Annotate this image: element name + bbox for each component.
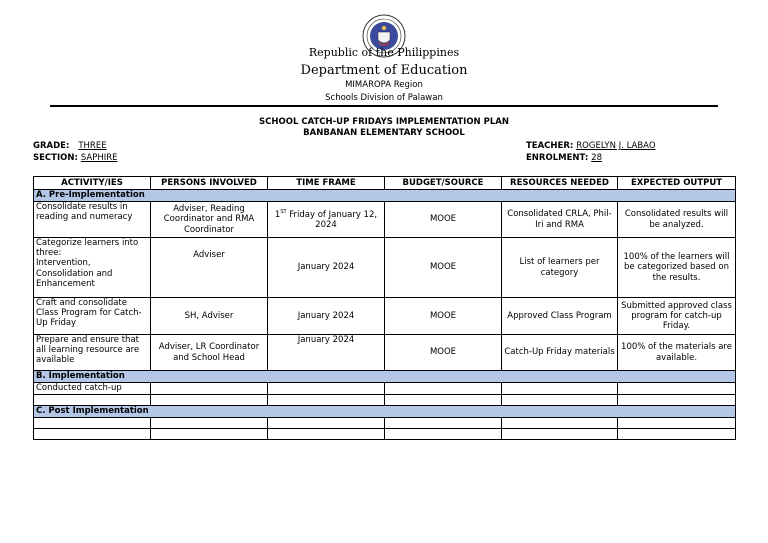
- cell-empty: [268, 418, 385, 429]
- col-header-output: EXPECTED OUTPUT: [618, 177, 736, 190]
- col-header-persons: PERSONS INVOLVED: [151, 177, 268, 190]
- implementation-table: [33, 176, 736, 440]
- cell-empty: [151, 383, 268, 395]
- table-row: [34, 383, 736, 395]
- cell-time: [268, 202, 385, 238]
- cell-empty: [268, 395, 385, 406]
- cell-persons: [151, 238, 268, 298]
- col-header-resources: RESOURCES NEEDED: [502, 177, 618, 190]
- grade-info: [33, 141, 117, 151]
- table-row: [34, 202, 736, 238]
- cell-budget: MOOE: [385, 238, 502, 298]
- cell-output: 100% of the learners will be categorized based on the results.: [618, 238, 736, 298]
- cell-time: January 2024: [268, 298, 385, 335]
- grade-label: GRADE:: [33, 141, 70, 151]
- division-line: Schools Division of Palawan: [325, 93, 443, 103]
- cell-empty: [151, 418, 268, 429]
- cell-empty: [618, 383, 736, 395]
- cell-empty: [385, 429, 502, 440]
- cell-activity: Conducted catch-up: [34, 383, 151, 395]
- header-divider: [50, 105, 718, 107]
- col-header-time: TIME FRAME: [268, 177, 385, 190]
- activity-line: Categorize learners into three:: [36, 238, 139, 259]
- cell-activity: Craft and consolidate Class Program for Catch-Up Friday: [34, 298, 151, 335]
- cell-output: Consolidated results will be analyzed.: [618, 202, 736, 238]
- section-row-post: [34, 406, 736, 418]
- cell-empty: [385, 395, 502, 406]
- grade-value: THREE: [78, 141, 107, 151]
- enrolment-info: [526, 153, 602, 163]
- activity-line: Enhancement: [36, 278, 95, 289]
- cell-budget: MOOE: [385, 298, 502, 335]
- cell-empty: [618, 418, 736, 429]
- cell-activity: Prepare and ensure that all learning resource are available: [34, 335, 151, 371]
- persons-text: Adviser: [193, 250, 225, 260]
- section-row-impl: [34, 371, 736, 383]
- section-row-pre: [34, 190, 736, 202]
- table-header-row: [34, 177, 736, 190]
- teacher-info: [526, 141, 656, 151]
- col-header-budget: BUDGET/SOURCE: [385, 177, 502, 190]
- table-row-empty: [34, 418, 736, 429]
- cell-output: Submitted approved class program for catch-up Friday.: [618, 298, 736, 335]
- time-day: 1: [274, 209, 281, 220]
- cell-resources: Catch-Up Friday materials: [502, 335, 618, 371]
- time-suffix: ST: [280, 208, 287, 215]
- plan-title: SCHOOL CATCH-UP FRIDAYS IMPLEMENTATION PLAN: [259, 117, 509, 127]
- cell-empty: [502, 395, 618, 406]
- cell-empty: [34, 429, 151, 440]
- section-label-pre: A. Pre-Implementation: [34, 190, 736, 202]
- cell-empty: [618, 429, 736, 440]
- cell-empty: [502, 418, 618, 429]
- section-label: SECTION:: [33, 153, 78, 163]
- cell-persons: Adviser, Reading Coordinator and RMA Coordinator: [151, 202, 268, 238]
- activity-line: Consolidation and: [36, 268, 113, 279]
- table-row: [34, 298, 736, 335]
- republic-line: Republic of the Philippines: [308, 46, 460, 59]
- cell-output: 100% of the materials are available.: [618, 335, 736, 371]
- cell-resources: List of learners per category: [502, 238, 618, 298]
- cell-empty: [618, 395, 736, 406]
- cell-time: January 2024: [268, 238, 385, 298]
- cell-persons: SH, Adviser: [151, 298, 268, 335]
- table-row-empty: [34, 395, 736, 406]
- cell-time: January 2024: [268, 335, 385, 371]
- region-line: MIMAROPA Region: [345, 80, 423, 90]
- time-text: Friday of January 12, 2024: [289, 209, 378, 230]
- cell-empty: [34, 418, 151, 429]
- cell-empty: [151, 395, 268, 406]
- enrolment-value: 28: [591, 153, 603, 163]
- col-header-activity: ACTIVITY/IES: [34, 177, 151, 190]
- school-name: BANBANAN ELEMENTARY SCHOOL: [303, 128, 465, 138]
- cell-empty: [385, 383, 502, 395]
- cell-budget: MOOE: [385, 202, 502, 238]
- cell-empty: [268, 383, 385, 395]
- department-line: Department of Education: [300, 63, 468, 78]
- table-row: [34, 335, 736, 371]
- cell-empty: [502, 383, 618, 395]
- cell-activity: [34, 238, 151, 298]
- cell-empty: [151, 429, 268, 440]
- cell-resources: Consolidated CRLA, Phil-Iri and RMA: [502, 202, 618, 238]
- cell-activity: Consolidate results in reading and numeracy: [34, 202, 151, 238]
- cell-empty: [502, 429, 618, 440]
- table-row: [34, 238, 736, 298]
- activity-line: Intervention,: [36, 258, 91, 269]
- cell-empty: [34, 395, 151, 406]
- teacher-label: TEACHER:: [526, 141, 574, 151]
- section-label-post: C. Post Implementation: [34, 406, 736, 418]
- enrolment-label: ENROLMENT:: [526, 153, 589, 163]
- cell-persons: Adviser, LR Coordinator and School Head: [151, 335, 268, 371]
- cell-empty: [385, 418, 502, 429]
- section-value: SAPHIRE: [80, 153, 118, 163]
- teacher-value: ROGELYN J. LABAO: [576, 141, 656, 151]
- section-info: [33, 153, 118, 163]
- table-row-empty: [34, 429, 736, 440]
- section-label-impl: B. Implementation: [34, 371, 736, 383]
- cell-resources: Approved Class Program: [502, 298, 618, 335]
- cell-budget: MOOE: [385, 335, 502, 371]
- cell-empty: [268, 429, 385, 440]
